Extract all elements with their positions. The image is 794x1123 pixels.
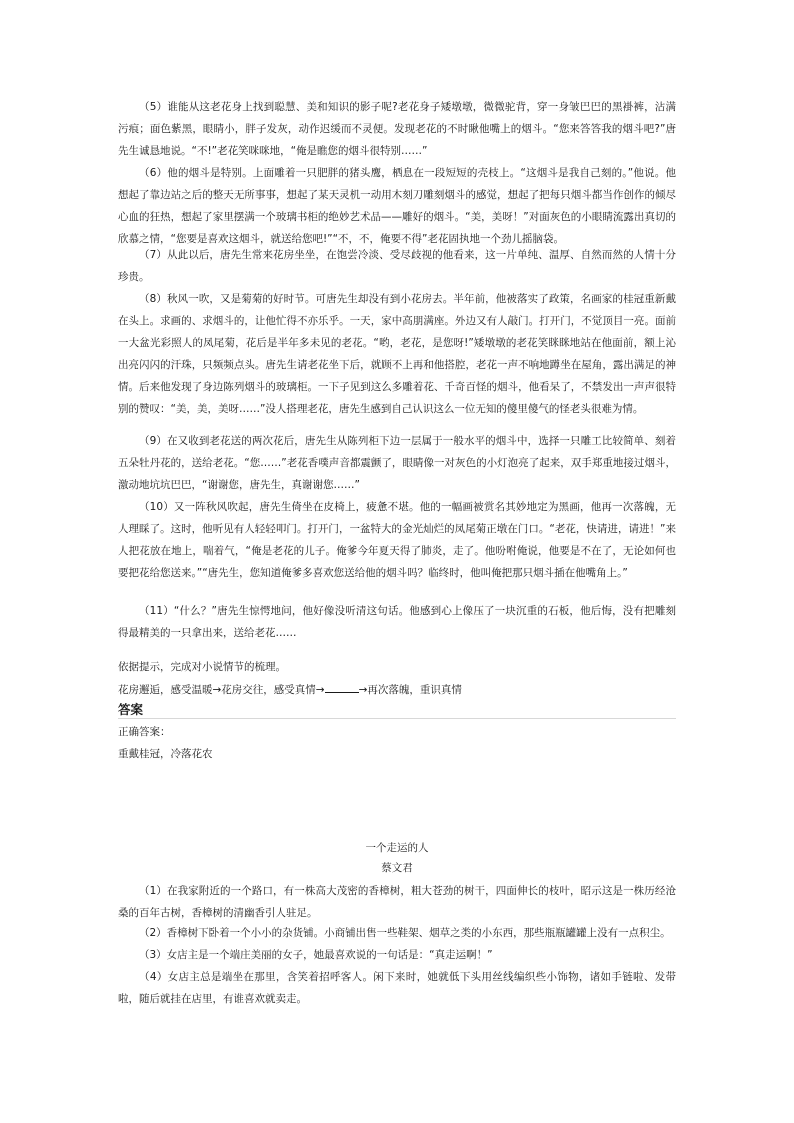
answer-text: 重戴桂冠，冷落花农 — [118, 748, 213, 760]
answer-blank[interactable] — [325, 682, 359, 693]
question-prompt: 依据提示，完成对小说情节的梳理。 — [118, 661, 286, 673]
answer-heading: 答案 — [118, 702, 144, 717]
story1-paragraph-6: （6）他的烟斗是特别。上面雕着一只肥胖的猪头鹰，栖息在一段短短的壳枝上。“这烟斗是我自己刻的。”他说。他想起了靠边站之后的整天无所事事，想起了某天灵机一动用木刻刀雕刻烟斗的感觉，想起了把每只烟斗都当作创作的倾尽心血的狂热，想起了家里摆满一个玻璃书柜的绝妙艺术品——雕好的烟斗。“美，美呀！”对面灰色的小眼睛流露出真切的欣慕之情，“您要是喜欢这烟斗，就送给您吧!”“不，不，俺要不得”老花固执地一个劲儿摇脑袋。 — [118, 167, 676, 245]
story2-paragraph-4: （4）女店主总是端坐在那里，含笑着招呼客人。闲下来时，她就低下头用丝线编织些小饰物，诸如手链啦、发带啦，随后就挂在店里，有谁喜欢就卖走。 — [118, 971, 676, 1005]
answer-label: 正确答案： — [118, 726, 171, 738]
story1-paragraph-10: （10）又一阵秋风吹起，唐先生倚坐在皮椅上，疲惫不堪。他的一幅画被赏名其妙地定为黑画，他再一次落魄，无人理睬了。这时，他听见有人轻轻叩门。打开门，一盆特大的金光灿烂的凤尾菊正墩在门口。“老花，快请进，请进！”来人把花放在地上，喘着气，“俺是老花的儿子。俺爹今年夏天得了肺炎，走了。他吩咐俺说，他要是不在了，无论如何也要把花给您送来。”“唐先生，您知道俺爹多喜欢您送给他的烟斗吗？临终时，他叫俺把那只烟斗插在他嘴角上。” — [118, 501, 676, 579]
story2-paragraph-3: （3）女店主是一个端庄美丽的女子，她最喜欢说的一句话是：“真走运啊！” — [139, 949, 493, 961]
plot-outline — [118, 682, 462, 698]
story2-author: 蔡文君 — [381, 862, 413, 874]
story1-paragraph-8: （8）秋风一吹，又是菊菊的好时节。可唐先生却没有到小花房去。半年前，他被落实了政策，名画家的桂冠重新戴在头上。求画的、求烟斗的，让他忙得不亦乐乎。一天，家中高朋满座。外边又有人敲门。打开门，不觉顶目一亮。面前一大盆光彩照人的凤尾菊，花后是半年多未见的老花。“哟，老花，是您呀!”矮墩墩的老花笑眯眯地站在他面前，额上沁出亮闪闪的汗珠，只频频点头。唐先生请老花坐下后，就顾不上再和他搭腔，老花一声不响地蹲坐在屋角，露出满足的神情。后来他发现了身边陈列烟斗的玻璃柜。一下子见到这么多雕着花、千奇百怪的烟斗，他看呆了，不禁发出一声声很特别的赞叹：“美，美，美呀……”没人搭理老花，唐先生感到自己认识这么一位无知的傻里傻气的怪老头很难为情。 — [118, 293, 676, 415]
story2-title: 一个走运的人 — [365, 842, 429, 854]
story1-paragraph-9: （9）在又收到老花送的两次花后，唐先生从陈列柜下边一层属于一般水平的烟斗中，选择一只雕工比较简单、刻着五朵牡丹花的，送给老花。“您……”老花香噗声音都震颤了，眼睛像一对灰色的小灯泡亮了起来，双手郑重地接过烟斗，激动地坑坑巴巴，“谢谢您，唐先生，真谢谢您……” — [118, 435, 676, 491]
story2-paragraph-2: （2）香樟树下卧着一个小小的杂货铺。小商铺出售一些鞋架、烟草之类的小东西，那些瓶瓶罐罐上没有一点积尘。 — [139, 927, 671, 939]
plot-outline-before: 花房邂逅，感受温暖→花房交往，感受真情→ — [118, 684, 325, 696]
story1-paragraph-7: （7）从此以后，唐先生常来花房坐坐，在饱尝冷淡、受尽歧视的他看来，这一片单纯、温厚、自然而然的人情十分珍贵。 — [118, 249, 676, 283]
story1-paragraph-5: （5）谁能从这老花身上找到聪慧、美和知识的影子呢?老花身子矮墩墩，微微驼背，穿一身皱巴巴的黑褂裤，沾满污痕；面色紫黑，眼睛小，胖子发灰，动作迟缓而不灵便。发现老花的不时瞅他嘴上的烟斗。“您来答答我的烟斗吧?”唐先生诚恳地说。“不!”老花笑咪咪地，“俺是瞧您的烟斗很特别……” — [118, 101, 676, 157]
answer-divider — [118, 718, 676, 719]
plot-outline-after: →再次落魄，重识真情 — [358, 684, 462, 696]
story2-paragraph-1: （1）在我家附近的一个路口，有一株高大茂密的香樟树，粗大苍劲的树干，四面伸长的枝叶，昭示这是一株历经沧桑的百年古树，香樟树的清幽香引人驻足。 — [118, 885, 676, 919]
story1-paragraph-11: （11）“什么？”唐先生惊愕地问，他好像没听清这句话。他感到心上像压了一块沉重的石板，他后悔，没有把雕刻得最精美的一只拿出来，送给老花…… — [118, 605, 676, 639]
